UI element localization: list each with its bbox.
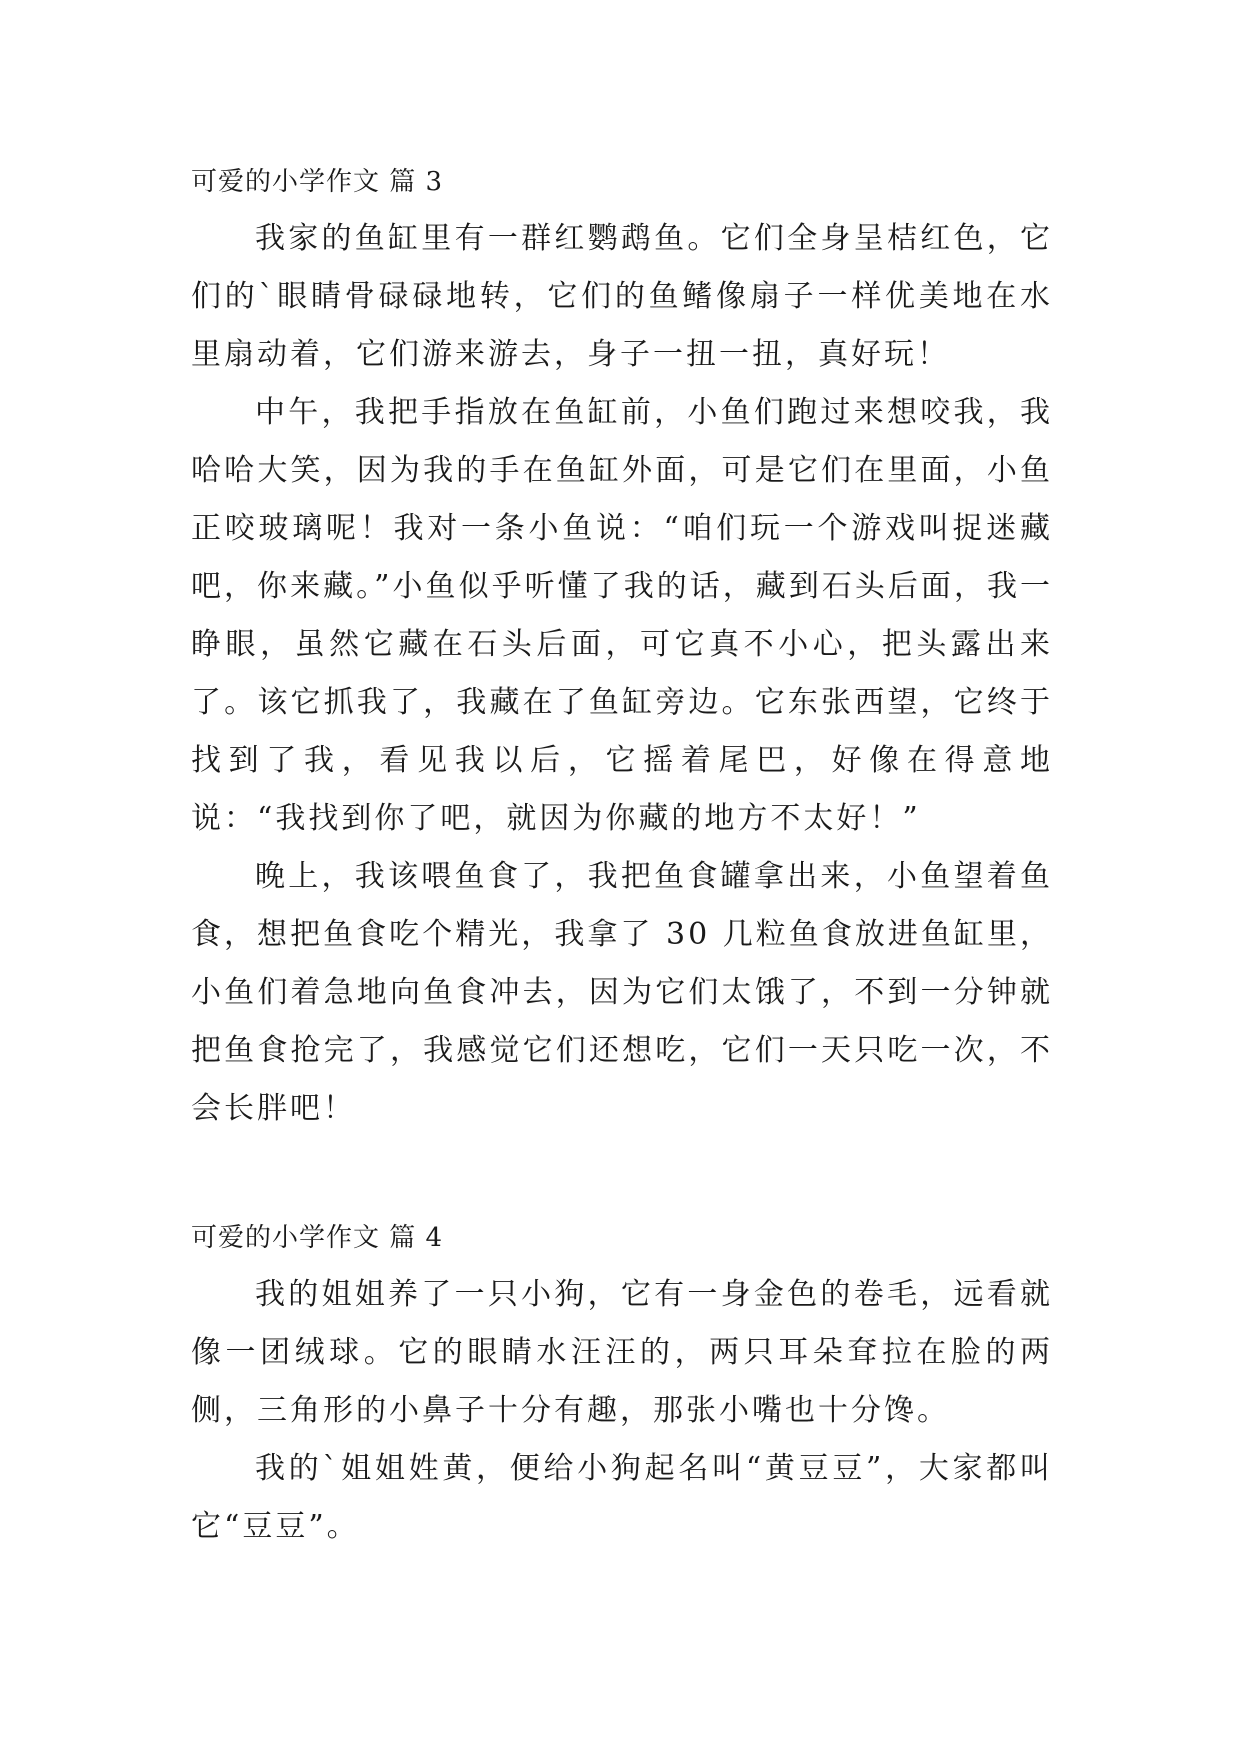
essay-paragraph: 我的姐姐养了一只小狗，它有一身金色的卷毛，远看就像一团绒球。它的眼睛水汪汪的，两只耳朵耷拉在脸的两侧，三角形的小鼻子十分有趣，那张小嘴也十分馋。 bbox=[191, 1277, 1053, 1428]
essay-section-4 bbox=[191, 1218, 1053, 1556]
essay-heading: 可爱的小学作文 篇 4 bbox=[191, 1223, 444, 1253]
essay-paragraph: 中午，我把手指放在鱼缸前，小鱼们跑过来想咬我，我哈哈大笑，因为我的手在鱼缸外面，可是它们在里面，小鱼正咬玻璃呢！我对一条小鱼说：“咱们玩一个游戏叫捉迷藏吧，你来藏。”小鱼似乎听懂了我的话，藏到石头后面，我一睁眼，虽然它藏在石头后面，可它真不小心，把头露出来了。该它抓我了，我藏在了鱼缸旁边。它东张西望，它终于找到了我，看见我以后，它摇着尾巴，好像在得意地说：“我找到你了吧，就因为你藏的地方不太好！” bbox=[191, 395, 1053, 836]
essay-paragraph: 晚上，我该喂鱼食了，我把鱼食罐拿出来，小鱼望着鱼食，想把鱼食吃个精光，我拿了 30 几粒鱼食放进鱼缸里，小鱼们着急地向鱼食冲去，因为它们太饿了，不到一分钟就把鱼食抢完了，我感觉它们还想吃，它们一天只吃一次，不会长胖吧！ bbox=[191, 859, 1053, 1126]
essay-section-3 bbox=[191, 162, 1053, 1138]
essay-paragraph: 我的`姐姐姓黄，便给小狗起名叫“黄豆豆”，大家都叫它“豆豆”。 bbox=[191, 1451, 1053, 1544]
essay-heading: 可爱的小学作文 篇 3 bbox=[191, 167, 444, 197]
essay-paragraph: 我家的鱼缸里有一群红鹦鹉鱼。它们全身呈桔红色，它们的`眼睛骨碌碌地转，它们的鱼鳍像扇子一样优美地在水里扇动着，它们游来游去，身子一扭一扭，真好玩！ bbox=[191, 221, 1053, 372]
